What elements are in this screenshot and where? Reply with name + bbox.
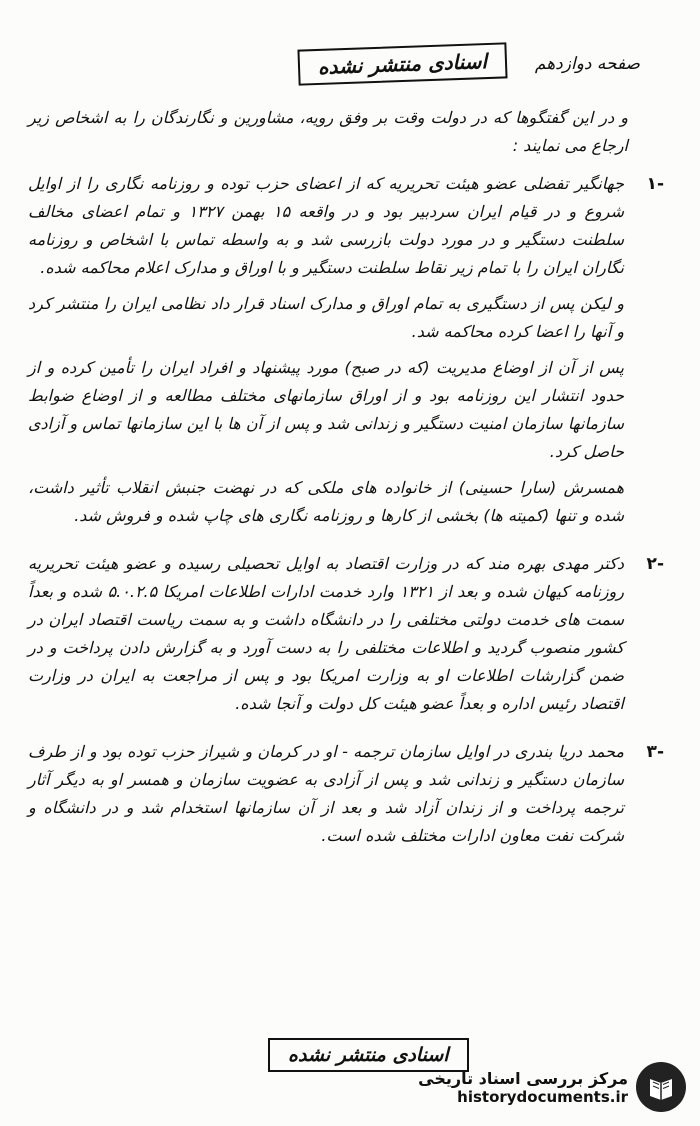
item-paragraph: و لیکن پس از دستگیری به تمام اوراق و مدارک اسناد قرار داد نظامی ایران را منتشر کرد و آنها را اعضا کرده محاکمه شد. <box>28 294 625 341</box>
list-item-2 <box>28 550 664 726</box>
item-number: -۳ <box>646 742 664 762</box>
item-paragraph: همسرش (سارا حسینی) از خانواده های ملکی که در نهضت جنبش انقلاب تأثیر داشت، شده و تنها (کمیته ها) بخشی از کارها و روزنامه نگاری های چاپ شده و فروش شد. <box>28 478 624 525</box>
document-body <box>28 104 664 870</box>
list-item-3 <box>28 738 664 858</box>
item-text <box>28 738 624 858</box>
item-paragraph: جهانگیر تفضلی عضو هیئت تحریریه که از اعضای حزب توده و روزنامه نگاری را از اوایل شروع و در قیام ایران سردبیر بود و در واقعه ۱۵ بهمن ۱۳۲۷ و تمام اعضای مخالف سلطنت دستگیر و در مورد دولت بازرسی شد و به واسطه تماس با اشخاص و روزنامه نگاران ایران را با تمام زیر نقاط سلطنت دستگیر و با اوراق و مدارک اعلام محاکمه شده. <box>28 174 625 277</box>
item-text <box>28 550 624 726</box>
intro-paragraph: و در این گفتگوها که در دولت وقت بر وفق رویه، مشاورین و نگارندگان را به اشخاص زیر ارجاع می نمایند : <box>28 108 628 155</box>
item-paragraph: محمد دریا بندری در اوایل سازمان ترجمه - او در کرمان و شیراز حزب توده بود و از طرف سازمان دستگیر و زندانی شد و پس از آزادی به عضویت سازمان و همسر او به دیگر آثار ترجمه پرداخت و از زندان آزاد شد و بعد از آن سازمانها استخدام شد و در دانشگاه و شرکت نفت معاون ادارات مختلف شده است. <box>28 742 624 845</box>
watermark <box>418 1062 686 1112</box>
watermark-url: historydocuments.ir <box>457 1087 628 1106</box>
item-text <box>28 170 624 538</box>
item-number: -۱ <box>646 174 664 194</box>
bottom-stamp: اسنادی منتشر نشده <box>268 1038 469 1072</box>
watermark-title: مرکز بررسی اسناد تاریخی <box>418 1068 628 1088</box>
item-number: -۲ <box>646 554 664 574</box>
document-header <box>200 44 640 84</box>
item-paragraph: پس از آن از اوضاع مدیریت (که در صبح) مورد پیشنهاد و افراد ایران را تأمین کرده و از حدود انتشار این روزنامه بود و از اوراق سازمانهای مختلف مطالعه و از اوضاع ضوابط سازمانها سازمان امنیت دستگیر و زندانی شد و پس از آن ها با این سازمانها تماس و آزادی حاصل کرد. <box>28 358 624 461</box>
list-item-1 <box>28 170 664 538</box>
top-stamp: اسنادی منتشر نشده <box>297 42 507 85</box>
item-paragraph: دکتر مهدی بهره مند که در وزارت اقتصاد به اوایل تحصیلی رسیده و عضو هیئت تحریریه روزنامه کیهان شده و بعد از ۱۳۲۱ وارد خدمت ادارات اطلاعات امریکا ۵.۰.۲.۵ شده و بعداً سمت های خدمت دولتی مختلفی را در دانشگاه داشت و به سمت ریاست اقتصاد ایران در کشور منصوب گردید و اطلاعات مختلفی را به دست آورد و به گزارش دادن پرداخت و در ضمن گزارشات اطلاعات او به وزارت امریکا بود و پس از مراجعت به ایران در وزارت اقتصاد رئیس اداره و بعداً عضو هیئت کل دولت و آنجا شده. <box>28 554 625 713</box>
book-icon <box>636 1062 686 1112</box>
page-label: صفحه دوازدهم <box>534 54 640 74</box>
watermark-text <box>418 1069 628 1106</box>
